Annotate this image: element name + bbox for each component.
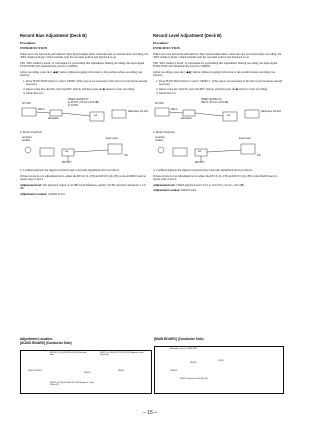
intro-text: This "REC memory mode" is convenient for performing this adjustment. During recording, the input signal FUNCTION will automatically switch to VIDEO. [20, 60, 145, 68]
location-text: MAIN board [180, 188, 196, 192]
board-location-diagrams [20, 338, 282, 394]
location-label: Adjustment Location: [153, 188, 181, 192]
location-label: Adjustment Location: [20, 191, 48, 196]
signal-label: 1) 315 Hz (-50 mV (-23.8 dB) [68, 100, 99, 104]
osc-freq-label: 600 Ω [171, 107, 178, 111]
step-list [20, 80, 150, 96]
level-meter-label: level meter [239, 137, 251, 140]
set-label: set [227, 113, 231, 117]
main-board-title: [MAIN BOARD] (Conductor Side) [154, 337, 204, 341]
attenuator-label: attenuator [181, 116, 192, 120]
step-item: 5. Confirm playback the signal recorded in step 2 become adjustment level as follows. [20, 168, 120, 172]
step-item: If these levels do not adjustment level, adjust the RV131 (L-CH) and RV151 (R-CH) on the MAIN board to repeat steps 3 and 4. [153, 173, 278, 181]
af-osc-label: AF OSC [22, 101, 31, 105]
intro-text: When set to the test mode performed in Tape Speed Adjust-ment, when the tape is reversed after recording, the "REC memory mode" which rewinds only the recorded portion and playback is set. [20, 51, 149, 59]
section-heading: Record Bias Adjustment (Deck B) [20, 33, 87, 38]
set-label: set [198, 150, 202, 153]
recorded-position-label: recorded position [155, 136, 165, 142]
step-item: 1. Press FUNCTION button to select VIDEO. (This step is not necessary if the above test mode has already been set.) [26, 80, 150, 87]
set-label: set [65, 150, 69, 153]
board-label: RV451 (L-CH) RV481 (R-CH) Playback Level (Deck B) [50, 382, 94, 387]
md-out-label: MD OUT [62, 161, 72, 164]
recorded-position-label: recorded position [22, 136, 32, 142]
procedure-label: Procedure: [153, 40, 170, 45]
step-item: 3. Mode: Record [26, 92, 150, 96]
step-item: 3. Mode: Record [159, 92, 283, 96]
spec-title: Adjustment level: [153, 182, 175, 187]
audio-board-title: [AUDIO BOARD] (Conductor Side) [20, 341, 72, 345]
tape-label: blank tape CS-123 [261, 109, 281, 113]
spec-text: CN403 playback level: 47.2 to 53.0 mV (-24.3 to -23.3 dB) [175, 182, 245, 187]
left-column [20, 34, 150, 198]
step-item: If these levels do not adjustment level, adjust the RV141 (L-CH) and RV161 (R-CH) on the AUDIO board to repeat steps 3 and 4. [20, 173, 146, 181]
board-label: RV431 RV461 [28, 370, 42, 372]
signal-label: 400 Hz, 50 mV (-23.8 dB) [201, 100, 229, 104]
video-in-label: VIDEO (AUDIO) IN [68, 97, 89, 101]
right-column [153, 34, 283, 195]
step-item: 4. Mode: Playback [153, 129, 175, 134]
board-label: RV411 [118, 370, 125, 372]
intro-text: This "REC memory mode" is convenient for performing this adjustment. During recording, the input signal FUNCTION will automatically switch to VIDEO. [153, 60, 278, 68]
record-setup-diagram [20, 98, 150, 128]
step-list [153, 80, 283, 96]
board-label: RV351 Record Level (R-CH) [180, 378, 208, 380]
md-out-label: MD OUT [195, 161, 205, 164]
spec-title: Adjustment level: [20, 182, 42, 187]
record-setup-diagram [153, 98, 283, 128]
board-label: Record Level (L-CH) RV301 [170, 348, 198, 350]
attenuator-label: attenuator [48, 116, 59, 120]
osc-freq-label: 600 Ω [38, 107, 45, 111]
playback-setup-diagram [20, 136, 150, 166]
video-in-label: VIDEO (AUDIO) IN [201, 97, 222, 101]
step-item: 2. Insert a tape into deck B, press the REC button, and then press the ▶ button to start recording. [159, 88, 283, 92]
board-label: CN303 [170, 370, 177, 372]
intro-text: (After recording, press the [ ◀◀ ] button without stopping will return to the position where recording was started.) [20, 69, 143, 77]
step-item: 5. Confirm playback the signal recorded in step 2 become adjustment level as follows. [153, 168, 253, 172]
board-label: RV441 [84, 372, 91, 374]
tape-label: blank tape CS-123 [128, 109, 148, 113]
level-meter-label: level meter [106, 137, 118, 140]
procedure-label: Procedure: [20, 40, 37, 45]
step-item: 4. Mode: Playback [20, 129, 42, 134]
intro-text: When set to the test mode performed in Tape Speed Adjust-ment, when the tape is reversed after recording, the "REC memory mode" which rewinds only the recorded portion and playback is set. [153, 51, 282, 59]
location-title: Adjustment Location: [20, 337, 53, 341]
page-number: – 15 – [143, 410, 157, 416]
board-label: IC301 [218, 360, 224, 362]
board-label: RV421 (L-CH) RV471 (R-CH) Playback Level (Deck A) [100, 352, 144, 357]
board-label: RV302 [190, 362, 197, 364]
location-text: AUDIO board [47, 191, 65, 196]
intro-title: INTRODUCTION [20, 46, 48, 50]
step-item: 1. Press FUNCTION button to select VIDEO 1. (This step is not necessary if the above test mode has already been set.) [159, 80, 283, 87]
af-osc-label: AF OSC [155, 101, 164, 105]
ohm-label: 47k [257, 154, 261, 157]
set-label: set [94, 113, 98, 117]
board-label: RV141 (L-CH) RV161 (R-CH) Record Bias [50, 352, 87, 357]
spec-text: The playback output of 10 kHz level difference against 315 Hz reference should be ± 1.0 dB. [20, 182, 146, 190]
signal-label: 2) 10 kHz [68, 103, 79, 107]
section-heading: Record Level Adjustment (Deck B) [153, 33, 222, 38]
playback-setup-diagram [153, 136, 283, 166]
step-item: 2. Insert a tape into deck B, press the REC button, and then press the ▶ button to start recording. [26, 88, 150, 92]
ohm-label: 47k [124, 154, 128, 157]
intro-text: (After recording, press the [ ◀◀ ] button without stopping will return to the position where recording was started.) [153, 69, 276, 77]
intro-title: INTRODUCTION [153, 46, 181, 50]
